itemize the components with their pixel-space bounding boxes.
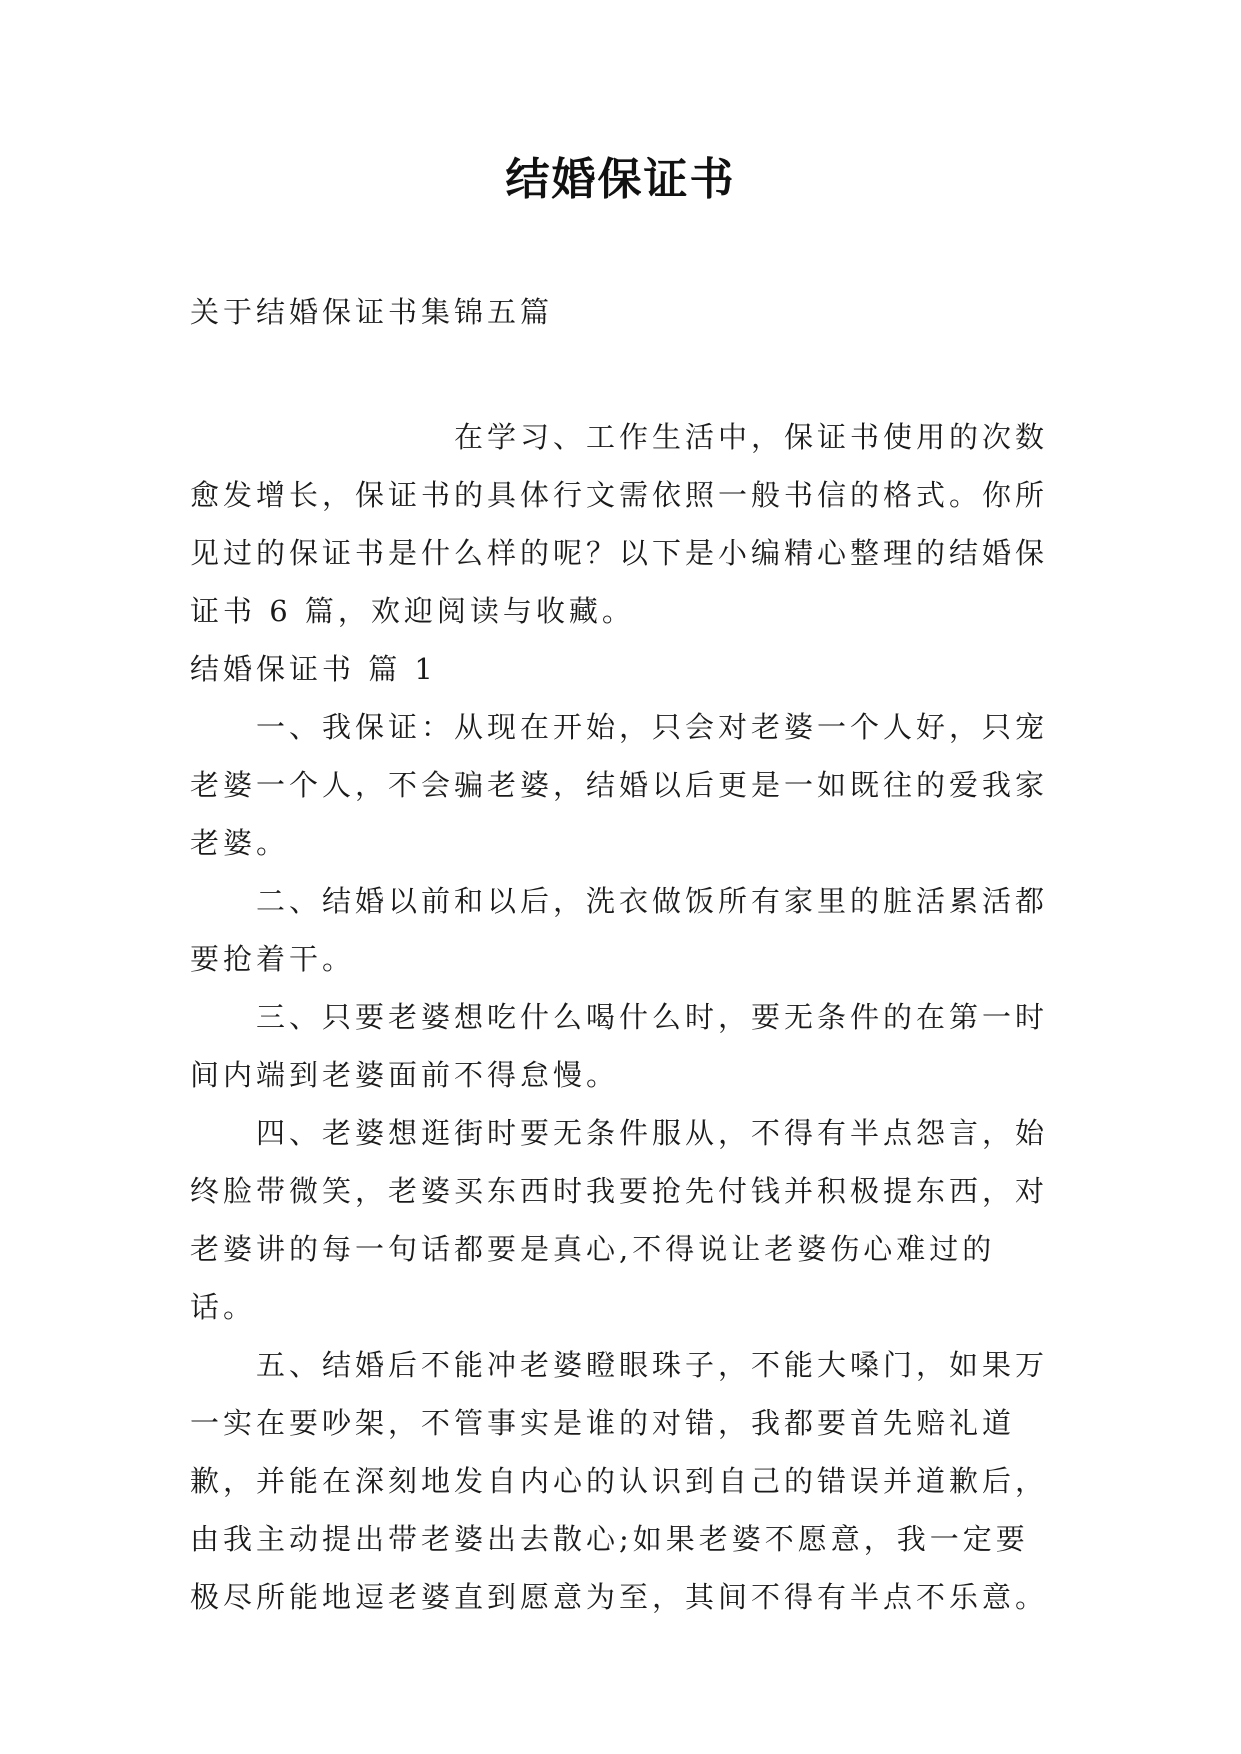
- pledge-item-2: 二、结婚以前和以后，洗衣做饭所有家里的脏活累活都要抢着干。: [190, 884, 1049, 976]
- intro-paragraph: 在学习、工作生活中，保证书使用的次数愈发增长，保证书的具体行文需依照一般书信的格式。你所见过的保证书是什么样的呢？以下是小编精心整理的结婚保证书 6 篇，欢迎阅读与收藏。: [190, 420, 1049, 628]
- document-title: 结婚保证书: [505, 154, 736, 205]
- pledge-item-3: 三、只要老婆想吃什么喝什么时，要无条件的在第一时间内端到老婆面前不得怠慢。: [190, 1000, 1049, 1092]
- section-heading: 结婚保证书 篇 1: [190, 652, 437, 686]
- pledge-item-5: 五、结婚后不能冲老婆瞪眼珠子，不能大嗓门，如果万一实在要吵架，不管事实是谁的对错，我都要首先赔礼道歉，并能在深刻地发自内心的认识到自己的错误并道歉后，由我主动提出带老婆出去散心;如果老婆不愿意，我一定要极尽所能地逗老婆直到愿意为至，其间不得有半点不乐意。: [190, 1348, 1049, 1614]
- pledge-item-1: 一、我保证：从现在开始，只会对老婆一个人好，只宠老婆一个人，不会骗老婆，结婚以后更是一如既往的爱我家老婆。: [190, 710, 1049, 860]
- document-subtitle: 关于结婚保证书集锦五篇: [190, 295, 554, 329]
- document-body: [190, 408, 1050, 1626]
- pledge-item-4: 四、老婆想逛街时要无条件服从，不得有半点怨言，始终脸带微笑，老婆买东西时我要抢先付钱并积极提东西，对老婆讲的每一句话都要是真心,不得说让老婆伤心难过的话。: [190, 1116, 1049, 1324]
